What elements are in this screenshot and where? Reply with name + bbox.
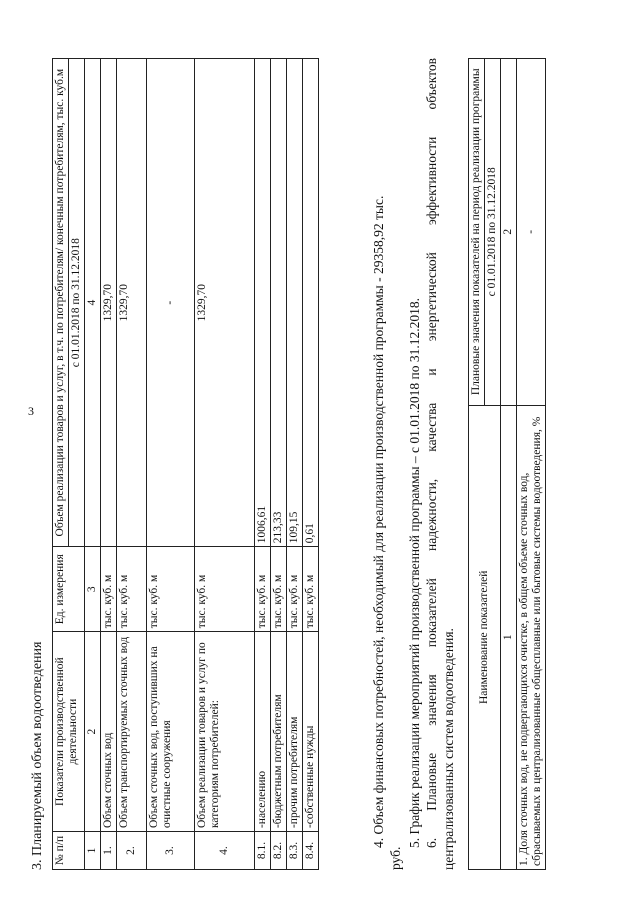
header-cell: Плановые значения показателей на период реализации программы xyxy=(469,59,485,406)
row-value: 0,61 xyxy=(303,59,319,547)
row-name: Объем транспортируемых сточных вод xyxy=(117,632,147,832)
row-unit: тыс. куб. м xyxy=(195,547,255,632)
row-number: 8.1. xyxy=(255,832,271,870)
row-number: 8.2. xyxy=(271,832,287,870)
column-number: 1 xyxy=(501,405,517,869)
row-value: 1329,70 xyxy=(101,59,117,547)
paragraph-6-line-1: 6. Плановые значения показателей надежности, качества и энергетической эффективности объектов xyxy=(424,58,439,848)
row-number: 3. xyxy=(147,832,195,870)
row-unit: тыс. куб. м xyxy=(255,547,271,632)
row-number: 8.4. xyxy=(303,832,319,870)
row-unit: тыс. куб. м xyxy=(101,547,117,632)
row-number: 1. xyxy=(101,832,117,870)
header-cell: Наименование показателей xyxy=(469,405,501,869)
table-header-row xyxy=(53,59,69,870)
row-value: 1329,70 xyxy=(117,59,147,547)
row-value: - xyxy=(517,59,546,406)
table-row xyxy=(287,59,303,870)
section-3-title: 3. Планируемый объем водоотведения xyxy=(30,641,45,870)
row-name: -бюджетным потребителям xyxy=(271,632,287,832)
column-number: 2 xyxy=(501,59,517,406)
row-value: 109,15 xyxy=(287,59,303,547)
row-name: Объем сточных вод, поступивших на очистные сооружения xyxy=(147,632,195,832)
paragraph-4-line-2: руб. xyxy=(388,846,403,870)
column-number: 1 xyxy=(85,832,101,870)
row-unit: тыс. куб. м xyxy=(147,547,195,632)
table-row xyxy=(195,59,255,870)
paragraph-4 xyxy=(370,58,404,870)
paragraph-4-line-1: 4. Объем финансовых потребностей, необходимый для реализации производственной программы - 29358,92 тыс. xyxy=(371,195,386,848)
header-cell: Ед. измерения xyxy=(53,547,85,632)
table-row xyxy=(117,59,147,870)
table-row xyxy=(255,59,271,870)
page-number: 3 xyxy=(28,404,34,418)
column-number-row xyxy=(85,59,101,870)
row-unit: тыс. куб. м xyxy=(303,547,319,632)
row-value: 213,33 xyxy=(271,59,287,547)
header-cell: Объем реализации товаров и услуг, в т.ч. по потребителям/ конечным потребителям, тыс. куб.м xyxy=(53,59,69,547)
row-name: -собственные нужды xyxy=(303,632,319,832)
table-row xyxy=(303,59,319,870)
table-row xyxy=(101,59,117,870)
rotated-page-content xyxy=(30,30,610,870)
column-number-row xyxy=(501,59,517,870)
period-cell: с 01.01.2018 по 31.12.2018 xyxy=(69,59,85,547)
row-name: -прочим потребителям xyxy=(287,632,303,832)
row-unit: тыс. куб. м xyxy=(117,547,147,632)
table-row xyxy=(517,59,546,870)
row-unit: тыс. куб. м xyxy=(287,547,303,632)
row-value: - xyxy=(147,59,195,547)
paragraph-5: 5. График реализации мероприятий производственной программы – с 01.01.2018 по 31.12.2018. xyxy=(407,297,422,848)
column-number: 4 xyxy=(85,59,101,547)
row-number: 4. xyxy=(195,832,255,870)
water-disposal-volume-table xyxy=(52,58,319,870)
row-name: -населению xyxy=(255,632,271,832)
row-value: 1006,61 xyxy=(255,59,271,547)
table-row xyxy=(271,59,287,870)
header-cell: Показатели производственной деятельности xyxy=(53,632,85,832)
paragraph-6-line-2: централизованных систем водоотведения. xyxy=(441,628,456,870)
column-number: 2 xyxy=(85,632,101,832)
column-number: 3 xyxy=(85,547,101,632)
row-value: 1329,70 xyxy=(195,59,255,547)
row-name: 1. Доля сточных вод, не подвергающихся очистке, в общем объеме сточных вод, сбрасываемых в централизованные общесплавные или бытовые системы водоотведения, % xyxy=(517,405,546,869)
period-cell: с 01.01.2018 по 31.12.2018 xyxy=(485,59,501,406)
row-unit: тыс. куб. м xyxy=(271,547,287,632)
row-name: Объем реализации товаров и услуг по категориям потребителей: xyxy=(195,632,255,832)
header-cell: № п/п xyxy=(53,832,85,870)
row-name: Объем сточных вод xyxy=(101,632,117,832)
row-number: 8.3. xyxy=(287,832,303,870)
table-row xyxy=(147,59,195,870)
row-number: 2. xyxy=(117,832,147,870)
reliability-indicators-table xyxy=(468,58,546,870)
table-header-row xyxy=(469,59,485,870)
paragraph-6 xyxy=(423,58,457,870)
